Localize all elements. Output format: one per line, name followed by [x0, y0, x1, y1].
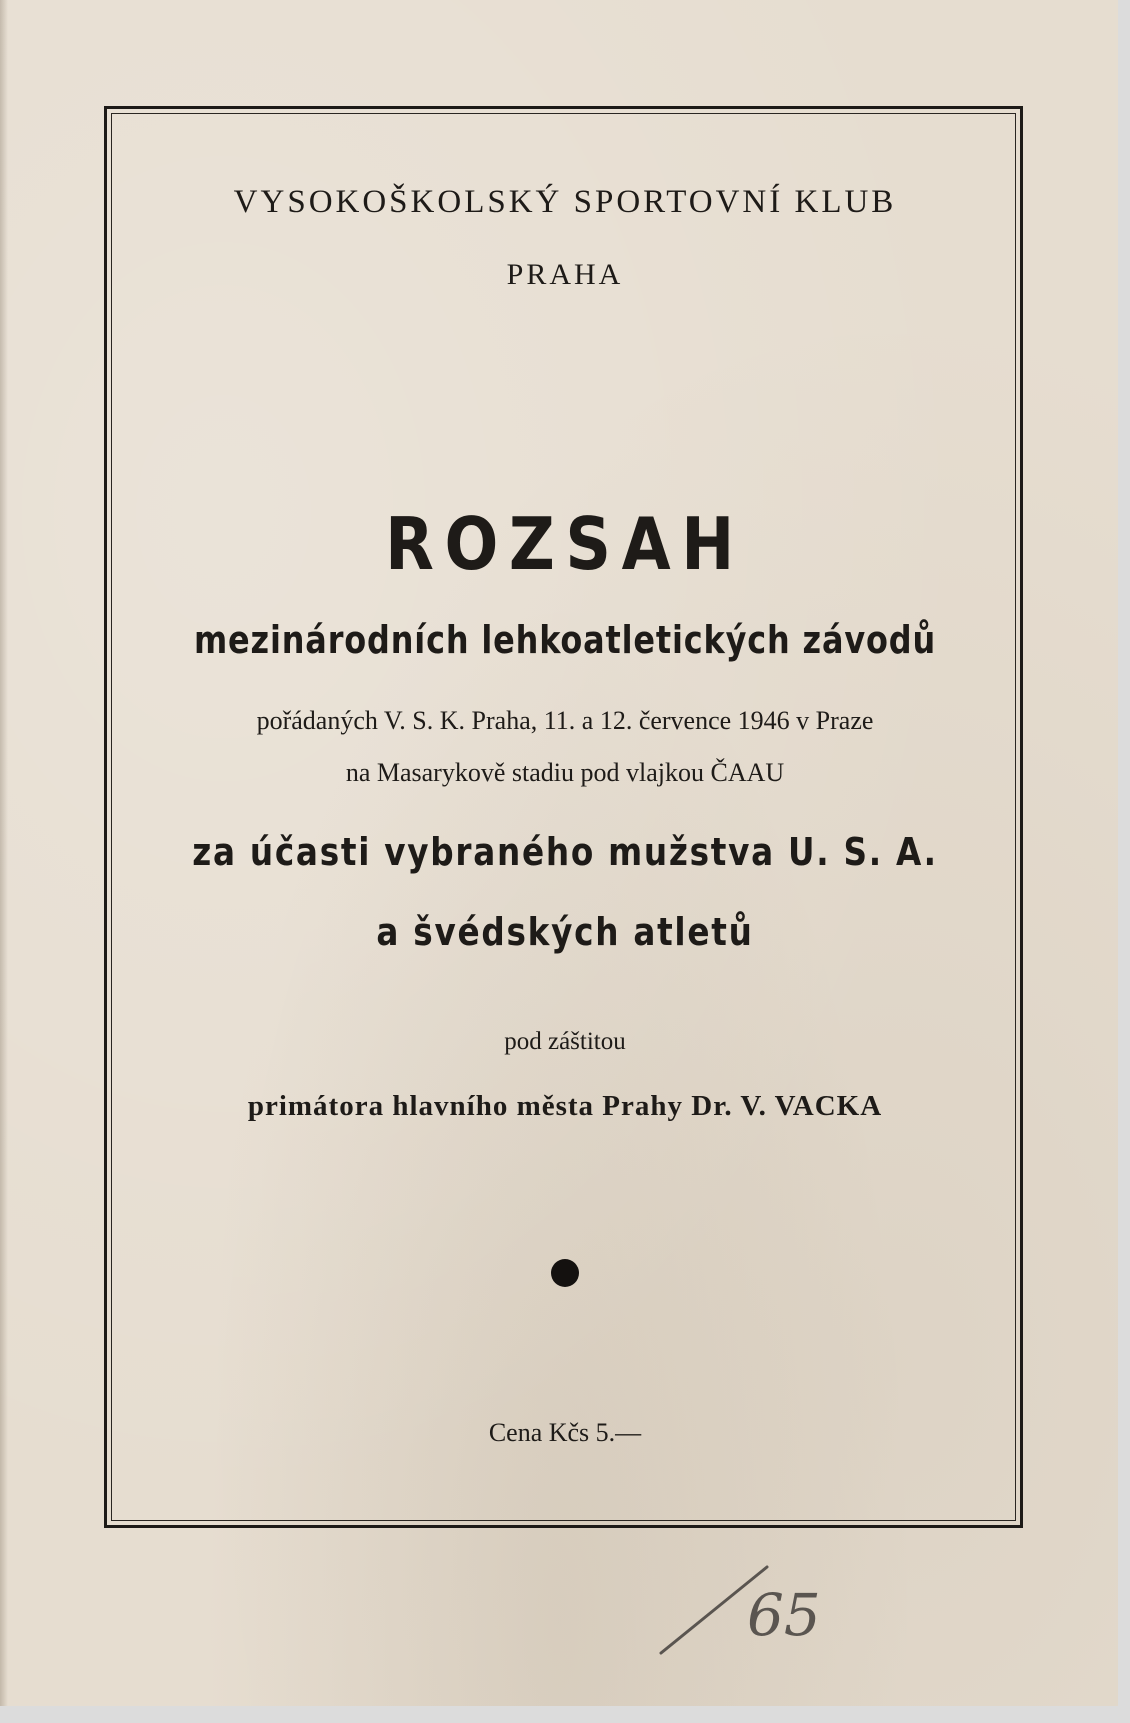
patron: primátora hlavního města Prahy Dr. V. VACKA	[247, 1090, 883, 1122]
bullet-ornament	[551, 1259, 579, 1287]
club-name: VYSOKOŠKOLSKÝ SPORTOVNÍ KLUB	[233, 184, 897, 220]
binding-shadow	[0, 0, 8, 1706]
participation-usa: za účasti vybraného mužstva U. S. A.	[192, 830, 938, 874]
handwritten-number: 65	[747, 1581, 821, 1649]
venue-line: na Masarykově stadiu pod vlajkou ČAAU	[345, 758, 785, 787]
patronage-label: pod záštitou	[504, 1028, 626, 1055]
participation-sweden: a švédských atletů	[376, 910, 754, 954]
handwritten-pencil-mark	[655, 1555, 855, 1660]
organizer-line: pořádaných V. S. K. Praha, 11. a 12. července 1946 v Praze	[256, 706, 874, 735]
page-border-inner	[111, 113, 1016, 1521]
city: PRAHA	[506, 258, 624, 291]
subtitle: mezinárodních lehkoatletických závodů	[193, 618, 937, 662]
main-title: ROZSAH	[385, 502, 745, 586]
scan-margin-bottom	[0, 1706, 1130, 1723]
price: Cena Kčs 5.—	[488, 1418, 642, 1447]
page-border	[104, 106, 1023, 1528]
